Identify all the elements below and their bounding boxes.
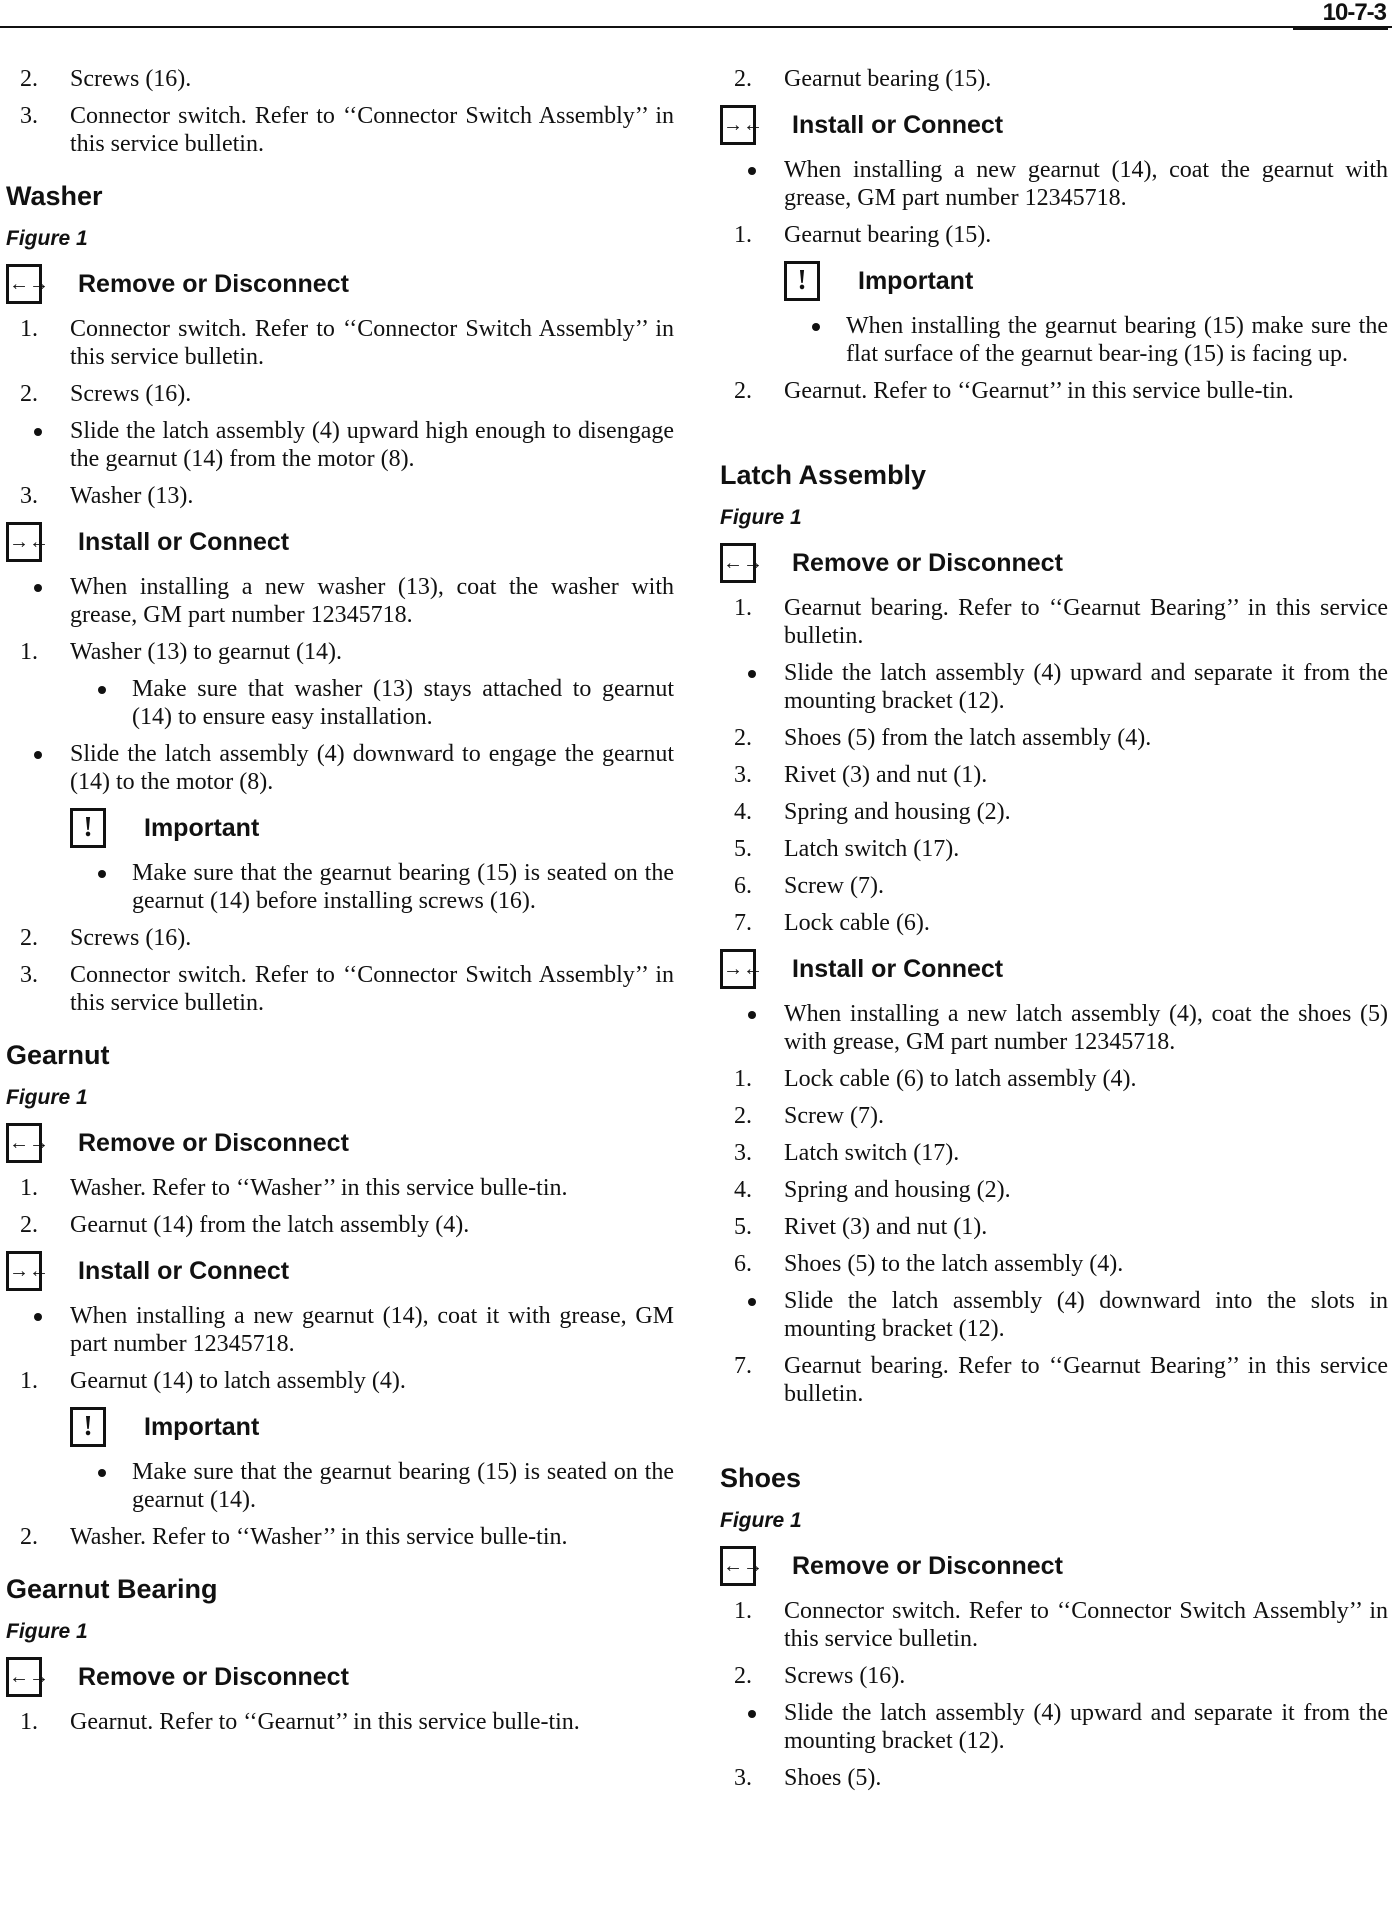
numbered-step [6, 1523, 674, 1551]
bullet-note [6, 417, 674, 473]
step-number: 2. [734, 1663, 752, 1689]
step-number: 2. [734, 725, 752, 751]
bullet-icon [34, 1313, 42, 1321]
numbered-step [6, 1708, 674, 1736]
remove-or-disconnect-heading [6, 1123, 674, 1165]
install-arrows-icon: →← [6, 522, 42, 562]
install-arrows-icon: →← [720, 949, 756, 989]
numbered-step [720, 1176, 1388, 1204]
bullet-text: Slide the latch assembly (4) downward to engage the gearnut (14) to the motor (8). [70, 741, 674, 795]
step-number: 2. [20, 1524, 38, 1550]
important-icon: ! [784, 261, 820, 301]
remove-arrows-icon: ←→ [6, 264, 42, 304]
page-number: 10-7-3 [1293, 0, 1388, 30]
step-number: 4. [734, 799, 752, 825]
important-heading [6, 808, 674, 850]
step-text: Connector switch. Refer to ‘‘Connector Switch Assembly’’ in this service bulletin. [70, 316, 674, 370]
step-number: 5. [734, 1214, 752, 1240]
step-number: 2. [20, 925, 38, 951]
step-number: 4. [734, 1177, 752, 1203]
install-or-connect-heading [720, 105, 1388, 147]
step-text: Rivet (3) and nut (1). [784, 762, 988, 788]
bullet-note [720, 1000, 1388, 1056]
section-heading: Latch Assembly [720, 460, 927, 490]
header-rule [0, 26, 1392, 28]
step-number: 3. [20, 483, 38, 509]
remove-arrows-icon: ←→ [720, 543, 756, 583]
numbered-step [6, 961, 674, 1017]
numbered-step [6, 65, 674, 93]
numbered-step [720, 909, 1388, 937]
bullet-text: Make sure that the gearnut bearing (15) is seated on the gearnut (14). [132, 1459, 674, 1513]
step-text: Latch switch (17). [784, 1140, 960, 1166]
step-text: Washer (13) to gearnut (14). [70, 639, 342, 665]
step-text: Lock cable (6). [784, 910, 930, 936]
numbered-step [6, 638, 674, 666]
bullet-text: Slide the latch assembly (4) downward into the slots in mounting bracket (12). [784, 1288, 1388, 1342]
step-number: 1. [734, 595, 752, 621]
step-text: Washer (13). [70, 483, 194, 509]
step-number: 1. [20, 1368, 38, 1394]
bullet-note [720, 1699, 1388, 1755]
bullet-text: Slide the latch assembly (4) upward and separate it from the mounting bracket (12). [784, 660, 1388, 714]
step-text: Screws (16). [784, 1663, 906, 1689]
bullet-note [720, 1287, 1388, 1343]
step-text: Gearnut bearing. Refer to ‘‘Gearnut Bearing’’ in this service bulletin. [784, 595, 1388, 649]
bullet-note [6, 573, 674, 629]
bullet-text: When installing a new gearnut (14), coat it with grease, GM part number 12345718. [70, 1303, 674, 1357]
action-label: Install or Connect [78, 1257, 290, 1285]
important-icon: ! [70, 1407, 106, 1447]
step-number: 1. [20, 316, 38, 342]
right-column [720, 56, 1388, 1792]
bullet-text: When installing a new gearnut (14), coat the gearnut with grease, GM part number 12345718. [784, 157, 1388, 211]
numbered-step [720, 1764, 1388, 1792]
step-number: 3. [734, 1765, 752, 1791]
step-text: Connector switch. Refer to ‘‘Connector Switch Assembly’’ in this service bulletin. [784, 1598, 1388, 1652]
step-number: 2. [734, 1103, 752, 1129]
numbered-step [6, 924, 674, 952]
step-number: 6. [734, 873, 752, 899]
action-label: Remove or Disconnect [78, 270, 349, 298]
remove-or-disconnect-heading [6, 1657, 674, 1699]
numbered-step [6, 1174, 674, 1202]
step-text: Shoes (5). [784, 1765, 882, 1791]
step-number: 2. [20, 66, 38, 92]
action-label: Remove or Disconnect [78, 1129, 349, 1157]
numbered-step [720, 798, 1388, 826]
step-text: Latch switch (17). [784, 836, 960, 862]
important-label: Important [144, 1413, 260, 1441]
install-or-connect-heading [720, 949, 1388, 991]
remove-or-disconnect-heading [720, 543, 1388, 585]
numbered-step [720, 221, 1388, 249]
step-number: 1. [20, 639, 38, 665]
remove-or-disconnect-heading [6, 264, 674, 306]
section-heading: Gearnut Bearing [6, 1574, 218, 1604]
step-number: 1. [20, 1175, 38, 1201]
numbered-step [6, 102, 674, 158]
numbered-step [720, 1597, 1388, 1653]
figure-reference: Figure 1 [6, 1620, 88, 1643]
bullet-icon [98, 870, 106, 878]
step-number: 7. [734, 1353, 752, 1379]
numbered-step [720, 377, 1388, 405]
numbered-step [720, 724, 1388, 752]
step-number: 1. [20, 1709, 38, 1735]
bullet-note [720, 156, 1388, 212]
step-number: 3. [734, 1140, 752, 1166]
action-label: Remove or Disconnect [78, 1663, 349, 1691]
bullet-text: When installing a new latch assembly (4), coat the shoes (5) with grease, GM part number 12345718. [784, 1001, 1388, 1055]
step-number: 2. [20, 381, 38, 407]
bullet-icon [748, 1298, 756, 1306]
step-text: Screws (16). [70, 66, 192, 92]
step-text: Screw (7). [784, 1103, 884, 1129]
numbered-step [720, 1352, 1388, 1408]
install-or-connect-heading [6, 1251, 674, 1293]
step-text: Washer. Refer to ‘‘Washer’’ in this service bulle-tin. [70, 1175, 568, 1201]
bullet-icon [812, 323, 820, 331]
step-number: 2. [734, 378, 752, 404]
bullet-note [6, 1458, 674, 1514]
bullet-note [720, 312, 1388, 368]
important-label: Important [858, 267, 974, 295]
figure-reference: Figure 1 [6, 1086, 88, 1109]
action-label: Remove or Disconnect [792, 549, 1063, 577]
bullet-icon [34, 428, 42, 436]
step-text: Shoes (5) to the latch assembly (4). [784, 1251, 1124, 1277]
bullet-text: When installing the gearnut bearing (15) make sure the flat surface of the gearnut bear-ing (15) is facing up. [846, 313, 1388, 367]
step-text: Screws (16). [70, 381, 192, 407]
step-text: Gearnut (14) to latch assembly (4). [70, 1368, 406, 1394]
step-text: Screw (7). [784, 873, 884, 899]
action-label: Install or Connect [78, 528, 290, 556]
bullet-text: When installing a new washer (13), coat the washer with grease, GM part number 12345718. [70, 574, 674, 628]
important-icon: ! [70, 808, 106, 848]
bullet-icon [98, 686, 106, 694]
step-text: Shoes (5) from the latch assembly (4). [784, 725, 1152, 751]
bullet-text: Make sure that washer (13) stays attached to gearnut (14) to ensure easy installation. [132, 676, 674, 730]
numbered-step [720, 65, 1388, 93]
step-number: 3. [20, 962, 38, 988]
bullet-icon [98, 1469, 106, 1477]
numbered-step [720, 835, 1388, 863]
bullet-icon [34, 584, 42, 592]
step-number: 5. [734, 836, 752, 862]
bullet-text: Slide the latch assembly (4) upward high enough to disengage the gearnut (14) from the motor (8). [70, 418, 674, 472]
remove-arrows-icon: ←→ [6, 1123, 42, 1163]
step-text: Gearnut. Refer to ‘‘Gearnut’’ in this service bulle-tin. [70, 1709, 580, 1735]
install-or-connect-heading [6, 522, 674, 564]
step-text: Gearnut (14) from the latch assembly (4). [70, 1212, 470, 1238]
step-text: Gearnut bearing (15). [784, 222, 992, 248]
action-label: Install or Connect [792, 111, 1004, 139]
bullet-text: Slide the latch assembly (4) upward and separate it from the mounting bracket (12). [784, 1700, 1388, 1754]
numbered-step [6, 1211, 674, 1239]
step-text: Spring and housing (2). [784, 799, 1011, 825]
numbered-step [720, 594, 1388, 650]
step-number: 2. [20, 1212, 38, 1238]
step-text: Washer. Refer to ‘‘Washer’’ in this service bulle-tin. [70, 1524, 568, 1550]
numbered-step [6, 315, 674, 371]
step-number: 1. [734, 1066, 752, 1092]
step-text: Gearnut. Refer to ‘‘Gearnut’’ in this service bulle-tin. [784, 378, 1294, 404]
step-text: Rivet (3) and nut (1). [784, 1214, 988, 1240]
bullet-note [720, 659, 1388, 715]
step-text: Screws (16). [70, 925, 192, 951]
install-arrows-icon: →← [6, 1251, 42, 1291]
numbered-step [6, 482, 674, 510]
important-heading [6, 1407, 674, 1449]
step-number: 3. [734, 762, 752, 788]
numbered-step [720, 1065, 1388, 1093]
step-number: 1. [734, 1598, 752, 1624]
step-text: Connector switch. Refer to ‘‘Connector Switch Assembly’’ in this service bulletin. [70, 962, 674, 1016]
numbered-step [720, 761, 1388, 789]
bullet-icon [748, 1710, 756, 1718]
step-text: Gearnut bearing. Refer to ‘‘Gearnut Bearing’’ in this service bulletin. [784, 1353, 1388, 1407]
numbered-step [720, 1139, 1388, 1167]
bullet-text: Make sure that the gearnut bearing (15) is seated on the gearnut (14) before installing screws (16). [132, 860, 674, 914]
numbered-step [720, 1250, 1388, 1278]
step-number: 7. [734, 910, 752, 936]
important-heading [720, 261, 1388, 303]
numbered-step [720, 1662, 1388, 1690]
remove-arrows-icon: ←→ [6, 1657, 42, 1697]
numbered-step [720, 872, 1388, 900]
action-label: Remove or Disconnect [792, 1552, 1063, 1580]
figure-reference: Figure 1 [720, 506, 802, 529]
bullet-note [6, 1302, 674, 1358]
step-number: 2. [734, 66, 752, 92]
step-number: 3. [20, 103, 38, 129]
section-heading: Washer [6, 181, 103, 211]
bullet-icon [34, 751, 42, 759]
bullet-icon [748, 670, 756, 678]
numbered-step [6, 1367, 674, 1395]
section-heading: Shoes [720, 1463, 802, 1493]
bullet-icon [748, 167, 756, 175]
remove-arrows-icon: ←→ [720, 1546, 756, 1586]
install-arrows-icon: →← [720, 105, 756, 145]
numbered-step [720, 1102, 1388, 1130]
step-text: Spring and housing (2). [784, 1177, 1011, 1203]
bullet-icon [748, 1011, 756, 1019]
bullet-note [6, 859, 674, 915]
remove-or-disconnect-heading [720, 1546, 1388, 1588]
step-text: Lock cable (6) to latch assembly (4). [784, 1066, 1137, 1092]
action-label: Install or Connect [792, 955, 1004, 983]
figure-reference: Figure 1 [6, 227, 88, 250]
important-label: Important [144, 814, 260, 842]
figure-reference: Figure 1 [720, 1509, 802, 1532]
left-column [6, 56, 674, 1736]
step-number: 6. [734, 1251, 752, 1277]
numbered-step [6, 380, 674, 408]
step-text: Connector switch. Refer to ‘‘Connector Switch Assembly’’ in this service bulletin. [70, 103, 674, 157]
bullet-note [6, 740, 674, 796]
step-number: 1. [734, 222, 752, 248]
step-text: Gearnut bearing (15). [784, 66, 992, 92]
section-heading: Gearnut [6, 1040, 110, 1070]
bullet-note [6, 675, 674, 731]
numbered-step [720, 1213, 1388, 1241]
